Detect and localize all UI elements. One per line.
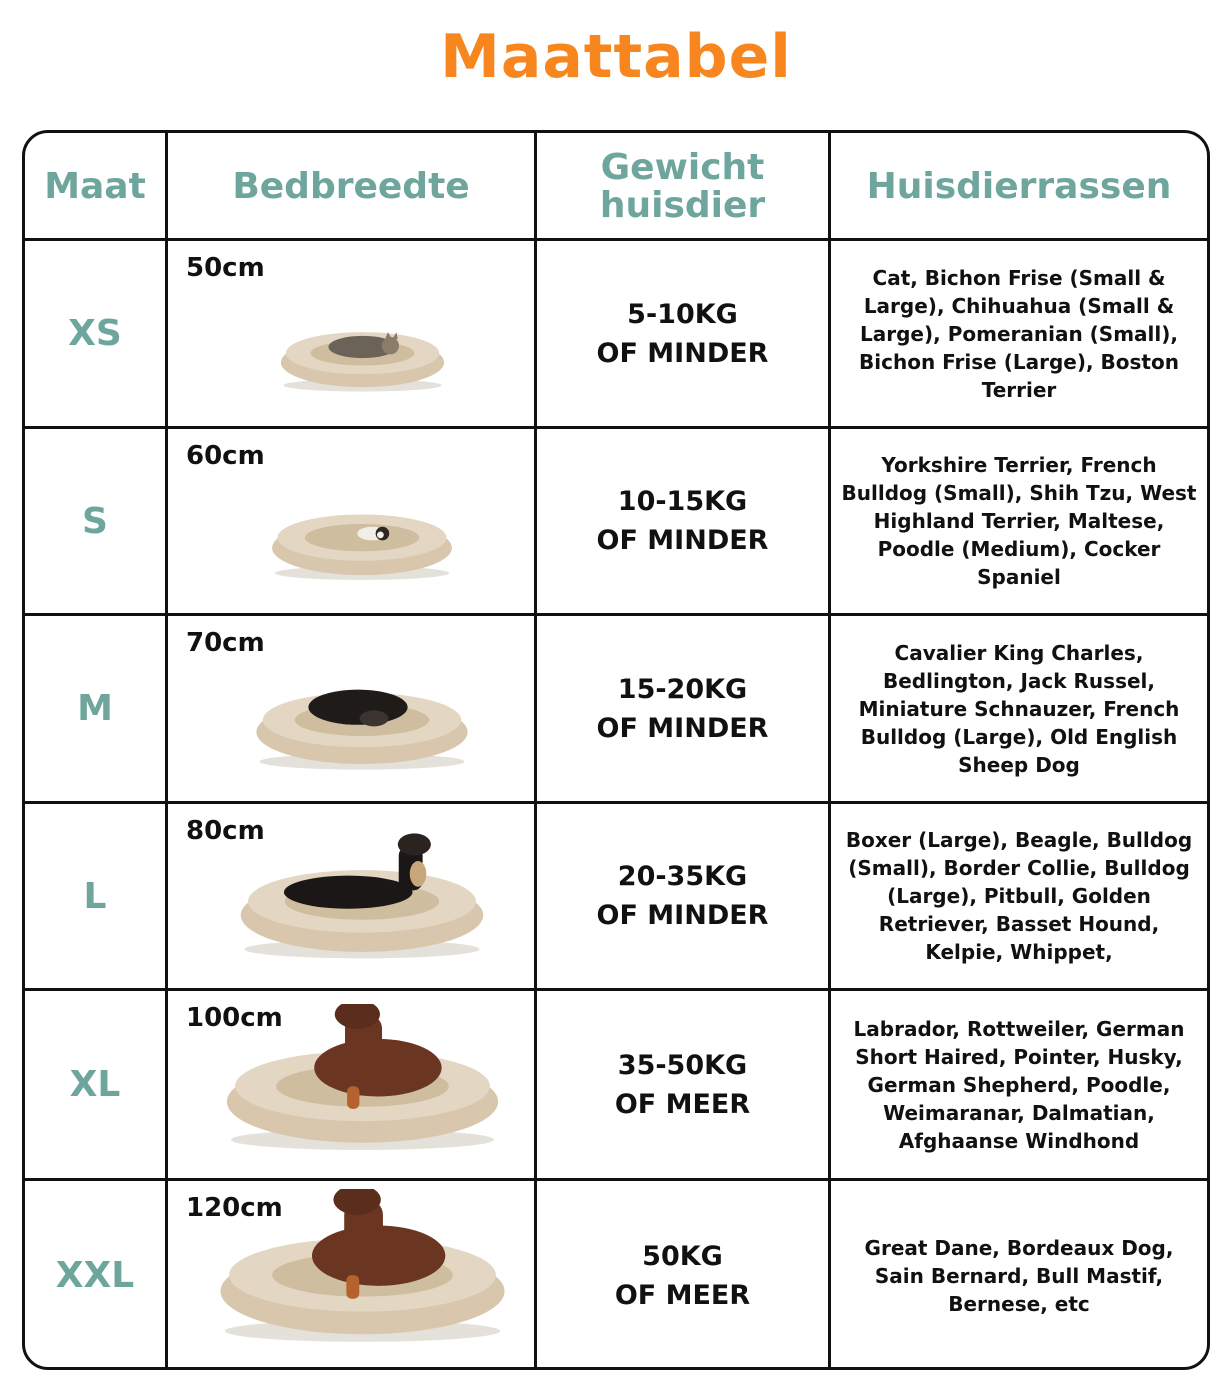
header-breeds: Huisdierrassen [866, 166, 1172, 207]
weight-label: 35-50KG OF MEER [614, 1049, 751, 1120]
pet-bed-image [238, 826, 486, 963]
header-size: Maat [44, 166, 146, 207]
breeds-label: Great Dane, Bordeaux Dog, Sain Bernard, Bull Mastif, Bernese, etc [864, 1235, 1174, 1316]
table-row [25, 426, 1207, 613]
header-width-cell [165, 133, 534, 241]
pet-bed-image [214, 1189, 511, 1345]
header-breeds-cell [828, 133, 1207, 241]
width-cell [165, 991, 534, 1178]
width-label: 120cm [186, 1193, 283, 1223]
weight-cell [534, 1181, 828, 1370]
breeds-label: Cavalier King Charles, Bedlington, Jack Russel, Miniature Schnauzer, French Bulldog (Large), Old English Sheep Dog [858, 640, 1180, 777]
breeds-cell [828, 429, 1207, 613]
size-cell [25, 616, 165, 801]
pet-bed-image [254, 652, 470, 776]
breeds-cell [828, 991, 1207, 1178]
size-label: S [82, 500, 108, 542]
table-row [25, 613, 1207, 801]
table-row [25, 988, 1207, 1178]
size-cell [25, 804, 165, 988]
breeds-cell [828, 804, 1207, 988]
weight-label: 20-35KG OF MINDER [596, 861, 769, 931]
width-cell [165, 1181, 534, 1370]
table-row [25, 238, 1207, 426]
size-label: M [77, 688, 113, 729]
table-row [25, 1178, 1207, 1370]
pet-bed-image [279, 296, 446, 401]
breeds-cell [828, 616, 1207, 801]
small-dog-icon [357, 527, 389, 541]
width-cell [165, 616, 534, 801]
header-size-cell [25, 133, 165, 241]
size-label: XL [69, 1064, 121, 1105]
width-cell [165, 241, 534, 426]
breeds-label: Labrador, Rottweiler, German Short Haired, Pointer, Husky, German Shepherd, Poodle, Weimaranar, Dalmatian, Afghaanse Windhond [853, 1016, 1185, 1153]
header-width: Bedbreedte [232, 166, 470, 207]
header-weight: Gewicht huisdier [599, 147, 766, 226]
width-label: 60cm [186, 441, 265, 471]
weight-label: 10-15KG OF MINDER [596, 486, 769, 556]
weight-label: 50KG OF MEER [614, 1240, 751, 1311]
width-cell [165, 804, 534, 988]
size-label: L [83, 875, 107, 917]
breeds-label: Cat, Bichon Frise (Small & Large), Chihuahua (Small & Large), Pomeranian (Small), Bichon Frise (Large), Boston Terrier [859, 265, 1179, 402]
page-title: Maattabel [440, 22, 792, 92]
width-label: 70cm [186, 628, 265, 658]
size-cell [25, 429, 165, 613]
size-label: XS [68, 313, 122, 354]
width-cell [165, 429, 534, 613]
table-header-row [25, 133, 1207, 241]
size-cell [25, 241, 165, 426]
weight-cell [534, 241, 828, 426]
weight-cell [534, 429, 828, 613]
weight-label: 5-10KG OF MINDER [596, 298, 769, 369]
size-cell [25, 991, 165, 1178]
size-table [22, 130, 1210, 1370]
weight-cell [534, 991, 828, 1178]
size-label: XXL [55, 1255, 135, 1296]
header-weight-cell [534, 133, 828, 241]
size-cell [25, 1181, 165, 1370]
breeds-label: Boxer (Large), Beagle, Bulldog (Small), Border Collie, Bulldog (Large), Pitbull, Golden Retriever, Basset Hound, Kelpie, Whippet, [845, 828, 1193, 964]
width-label: 100cm [186, 1003, 283, 1033]
width-label: 50cm [186, 253, 265, 283]
weight-cell [534, 804, 828, 988]
breeds-cell [828, 241, 1207, 426]
breeds-label: Yorkshire Terrier, French Bulldog (Small), Shih Tzu, West Highland Terrier, Maltese, Poodle (Medium), Cocker Spaniel [841, 453, 1197, 589]
breeds-cell [828, 1181, 1207, 1370]
pet-bed-image [270, 477, 454, 588]
weight-label: 15-20KG OF MINDER [596, 673, 769, 744]
weight-cell [534, 616, 828, 801]
width-label: 80cm [186, 816, 265, 846]
pet-bed-image [222, 1004, 503, 1153]
table-row [25, 801, 1207, 988]
